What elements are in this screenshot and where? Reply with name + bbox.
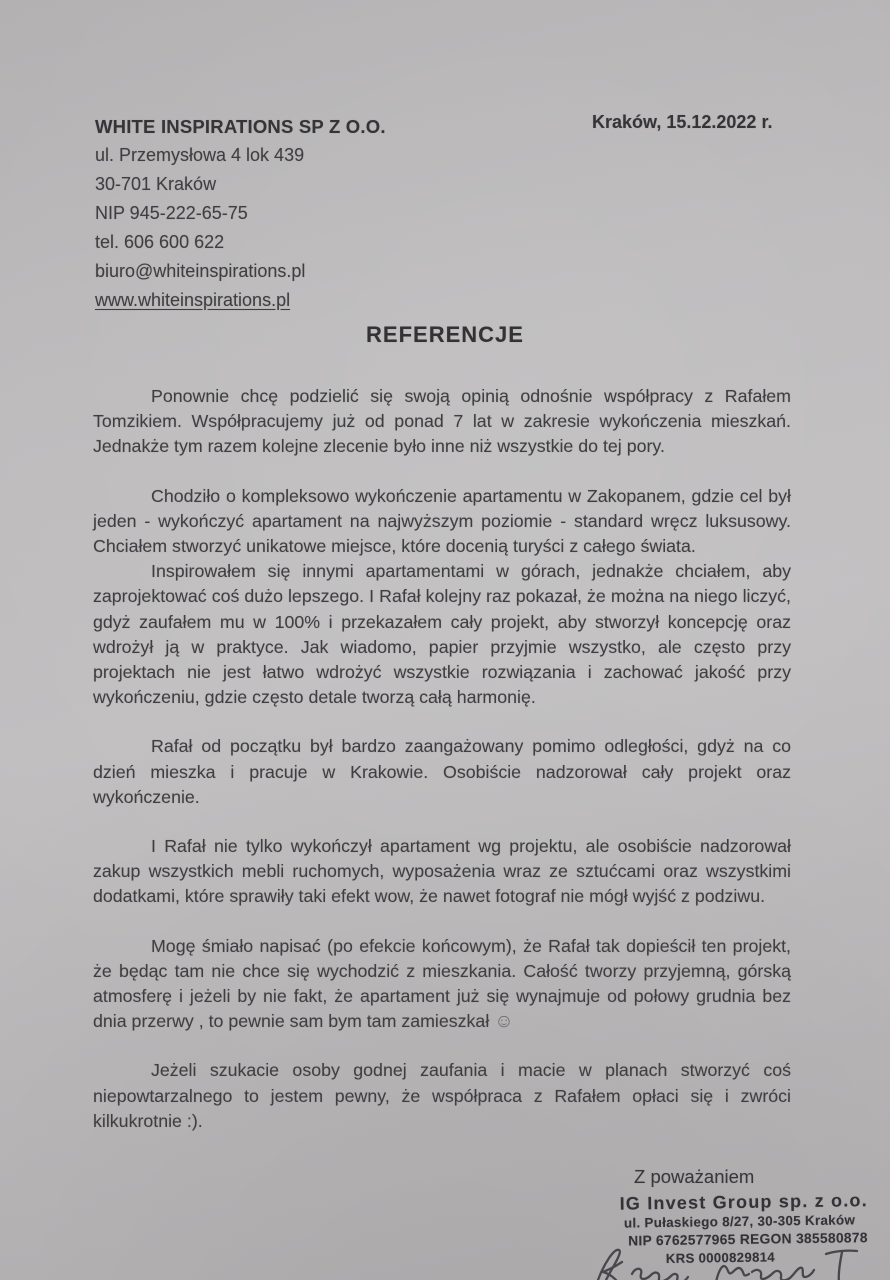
letter-title: REFERENCJE xyxy=(366,322,524,347)
stamp-nip-regon: NIP 6762577965 REGON 385580878 xyxy=(628,1230,868,1249)
paragraph-1: Ponownie chcę podzielić się swoją opinią odnośnie współpracy z Rafałem Tomzikiem. Współpracujemy już od ponad 7 lat w zakresie wykończenia mieszkań. Jednakże tym razem kolejne zlecenie było inne niż wszystkie do tej pory. xyxy=(93,386,791,457)
paragraph-6 xyxy=(93,934,791,1035)
handwritten-signature xyxy=(588,1242,888,1280)
letter-body xyxy=(93,384,791,1158)
valediction: Z poważaniem xyxy=(634,1166,755,1187)
paragraph-6-text: Mogę śmiało napisać (po efekcie końcowym), że Rafał tak dopieścił ten projekt, że będąc tam nie chce się wychodzić z mieszkania. Całość tworzy przyjemną, górską atmosferę i jeżeli by nie fakt, że apartament już się wynajmuje od połowy grudnia bez dnia przerwy , to pewnie sam bym tam zamieszkał xyxy=(93,935,791,1032)
company-name: WHITE INSPIRATIONS SP Z O.O. xyxy=(95,116,386,137)
stamp-company-name: IG Invest Group sp. z o.o. xyxy=(619,1190,868,1214)
company-email: biuro@whiteinspirations.pl xyxy=(95,261,306,281)
company-city: 30-701 Kraków xyxy=(95,174,217,194)
letterhead xyxy=(95,112,386,315)
company-website: www.whiteinspirations.pl xyxy=(95,290,291,310)
company-nip: NIP 945-222-65-75 xyxy=(95,203,248,223)
smiley-emoji-icon: ☺ xyxy=(494,1011,514,1033)
paragraph-3: Inspirowałem się innymi apartamentami w górach, jednakże chciałem, aby zaprojektować coś dużo lepszego. I Rafał kolejny raz pokazał, że można na niego liczyć, gdyż zaufałem mu w 100% i przekazałem cały projekt, aby stworzył koncepcję oraz wdrożył ją w praktyce. Jak wiadomo, papier przyjmie wszystko, ale często przy projektach nie jest łatwo wdrożyć wszystkie rozwiązania i zachować jakość przy wykończeniu, gdzie często detale tworzą całą harmonię. xyxy=(93,561,791,708)
company-street: ul. Przemysłowa 4 lok 439 xyxy=(95,145,305,165)
stamp-address: ul. Pułaskiego 8/27, 30-305 Kraków xyxy=(623,1212,856,1231)
paragraph-4: Rafał od początku był bardzo zaangażowany pomimo odległości, gdyż na co dzień mieszka i pracuje w Krakowie. Osobiście nadzorował cały projekt oraz wykończenie. xyxy=(93,736,791,807)
paragraph-7: Jeżeli szukacie osoby godnej zaufania i macie w planach stworzyć coś niepowtarzalnego to jestem pewny, że współpraca z Rafałem opłaci się i zwróci kilkukrotnie :). xyxy=(93,1060,791,1131)
stamp-krs: KRS 0000829814 xyxy=(665,1249,776,1266)
paragraph-2: Chodziło o kompleksowo wykończenie apartamentu w Zakopanem, gdzie cel był jeden - wykończyć apartament na najwyższym poziomie - standard wręcz luksusowy. Chciałem stworzyć unikatowe miejsce, które docenią turyści z całego świata. xyxy=(93,485,791,557)
date-line: Kraków, 15.12.2022 r. xyxy=(592,112,773,132)
paragraph-5: I Rafał nie tylko wykończył apartament wg projektu, ale osobiście nadzorował zakup wszystkich mebli ruchomych, wyposażenia wraz ze sztućcami oraz wszystkimi dodatkami, które sprawiły taki efekt wow, że nawet fotograf nie mógł wyjść z podziwu. xyxy=(93,836,791,907)
company-phone: tel. 606 600 622 xyxy=(95,232,225,252)
